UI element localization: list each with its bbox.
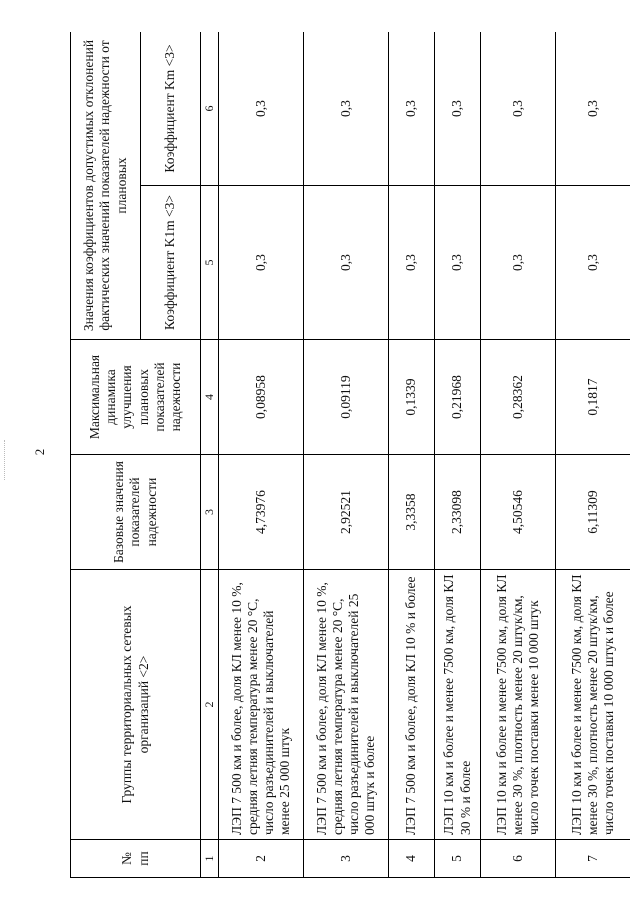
row-num: 6 xyxy=(481,840,556,878)
row-base: 4,73976 xyxy=(219,455,304,570)
table-row xyxy=(481,32,556,878)
row-dynamics: 0,28362 xyxy=(481,340,556,455)
row-group: ЛЭП 7 500 км и более, доля КЛ менее 10 %, средняя летняя температура менее 20 °С, число разъединителей и выключателей менее 25 000 штук xyxy=(219,570,304,840)
table-row xyxy=(389,32,435,878)
index-cell: 2 xyxy=(201,570,219,840)
row-num: 4 xyxy=(389,840,435,878)
row-km: 0,3 xyxy=(389,32,435,186)
index-cell: 6 xyxy=(201,32,219,186)
row-k1: 0,3 xyxy=(219,186,304,340)
row-group: ЛЭП 10 км и более и менее 7500 км, доля КЛ менее 30 %, плотность менее 20 штук/км, число точек поставки 10 000 штук и более xyxy=(556,570,631,840)
row-k1: 0,3 xyxy=(481,186,556,340)
row-km: 0,3 xyxy=(435,32,481,186)
row-dynamics: 0,1339 xyxy=(389,340,435,455)
index-row xyxy=(201,32,219,878)
page-edge-mark xyxy=(4,440,6,480)
index-cell: 3 xyxy=(201,455,219,570)
table-row xyxy=(435,32,481,878)
row-group: ЛЭП 10 км и более и менее 7500 км, доля КЛ менее 30 %, плотность менее 20 штук/км, число точек поставки менее 10 000 штук xyxy=(481,570,556,840)
row-km: 0,3 xyxy=(219,32,304,186)
row-group: ЛЭП 7 500 км и более, доля КЛ 10 % и более xyxy=(389,570,435,840)
header-k1: Коэффициент K1m <3> xyxy=(141,186,201,340)
row-km: 0,3 xyxy=(481,32,556,186)
header-coef-group: Значения коэффициентов допустимых отклонений фактических значений показателей надежности от плановых xyxy=(71,32,141,340)
row-k1: 0,3 xyxy=(304,186,389,340)
row-base: 3,3358 xyxy=(389,455,435,570)
row-k1: 0,3 xyxy=(556,186,631,340)
row-num: 3 xyxy=(304,840,389,878)
row-dynamics: 0,21968 xyxy=(435,340,481,455)
rotated-table-container xyxy=(70,32,630,878)
reliability-table xyxy=(70,32,630,878)
row-num: 7 xyxy=(556,840,631,878)
header-row-1 xyxy=(71,32,141,878)
header-base: Базовые значения показателей надежности xyxy=(71,455,201,570)
row-base: 2,92521 xyxy=(304,455,389,570)
table-row xyxy=(219,32,304,878)
row-group: ЛЭП 7 500 км и более, доля КЛ менее 10 %, средняя летняя температура менее 20 °С, число разъединителей и выключателей 25 000 штук и более xyxy=(304,570,389,840)
row-dynamics: 0,09119 xyxy=(304,340,389,455)
index-cell: 4 xyxy=(201,340,219,455)
header-group: Группы территориальных сетевых организаций <2> xyxy=(71,570,201,840)
table-viewport xyxy=(70,32,630,878)
header-dynamics: Максимальная динамика улучшения плановых показателей надежности xyxy=(71,340,201,455)
table-row xyxy=(556,32,631,878)
row-base: 2,33098 xyxy=(435,455,481,570)
page-number: 2 xyxy=(32,448,47,456)
index-cell: 5 xyxy=(201,186,219,340)
header-km: Коэффициент Km <3> xyxy=(141,32,201,186)
row-k1: 0,3 xyxy=(389,186,435,340)
row-km: 0,3 xyxy=(556,32,631,186)
row-k1: 0,3 xyxy=(435,186,481,340)
table-row xyxy=(304,32,389,878)
row-group: ЛЭП 10 км и более и менее 7500 км, доля КЛ 30 % и более xyxy=(435,570,481,840)
row-base: 4,50546 xyxy=(481,455,556,570)
header-num: № пп xyxy=(71,840,201,878)
row-num: 2 xyxy=(219,840,304,878)
row-km: 0,3 xyxy=(304,32,389,186)
index-cell: 1 xyxy=(201,840,219,878)
row-dynamics: 0,08958 xyxy=(219,340,304,455)
row-num: 5 xyxy=(435,840,481,878)
row-base: 6,11309 xyxy=(556,455,631,570)
row-dynamics: 0,1817 xyxy=(556,340,631,455)
